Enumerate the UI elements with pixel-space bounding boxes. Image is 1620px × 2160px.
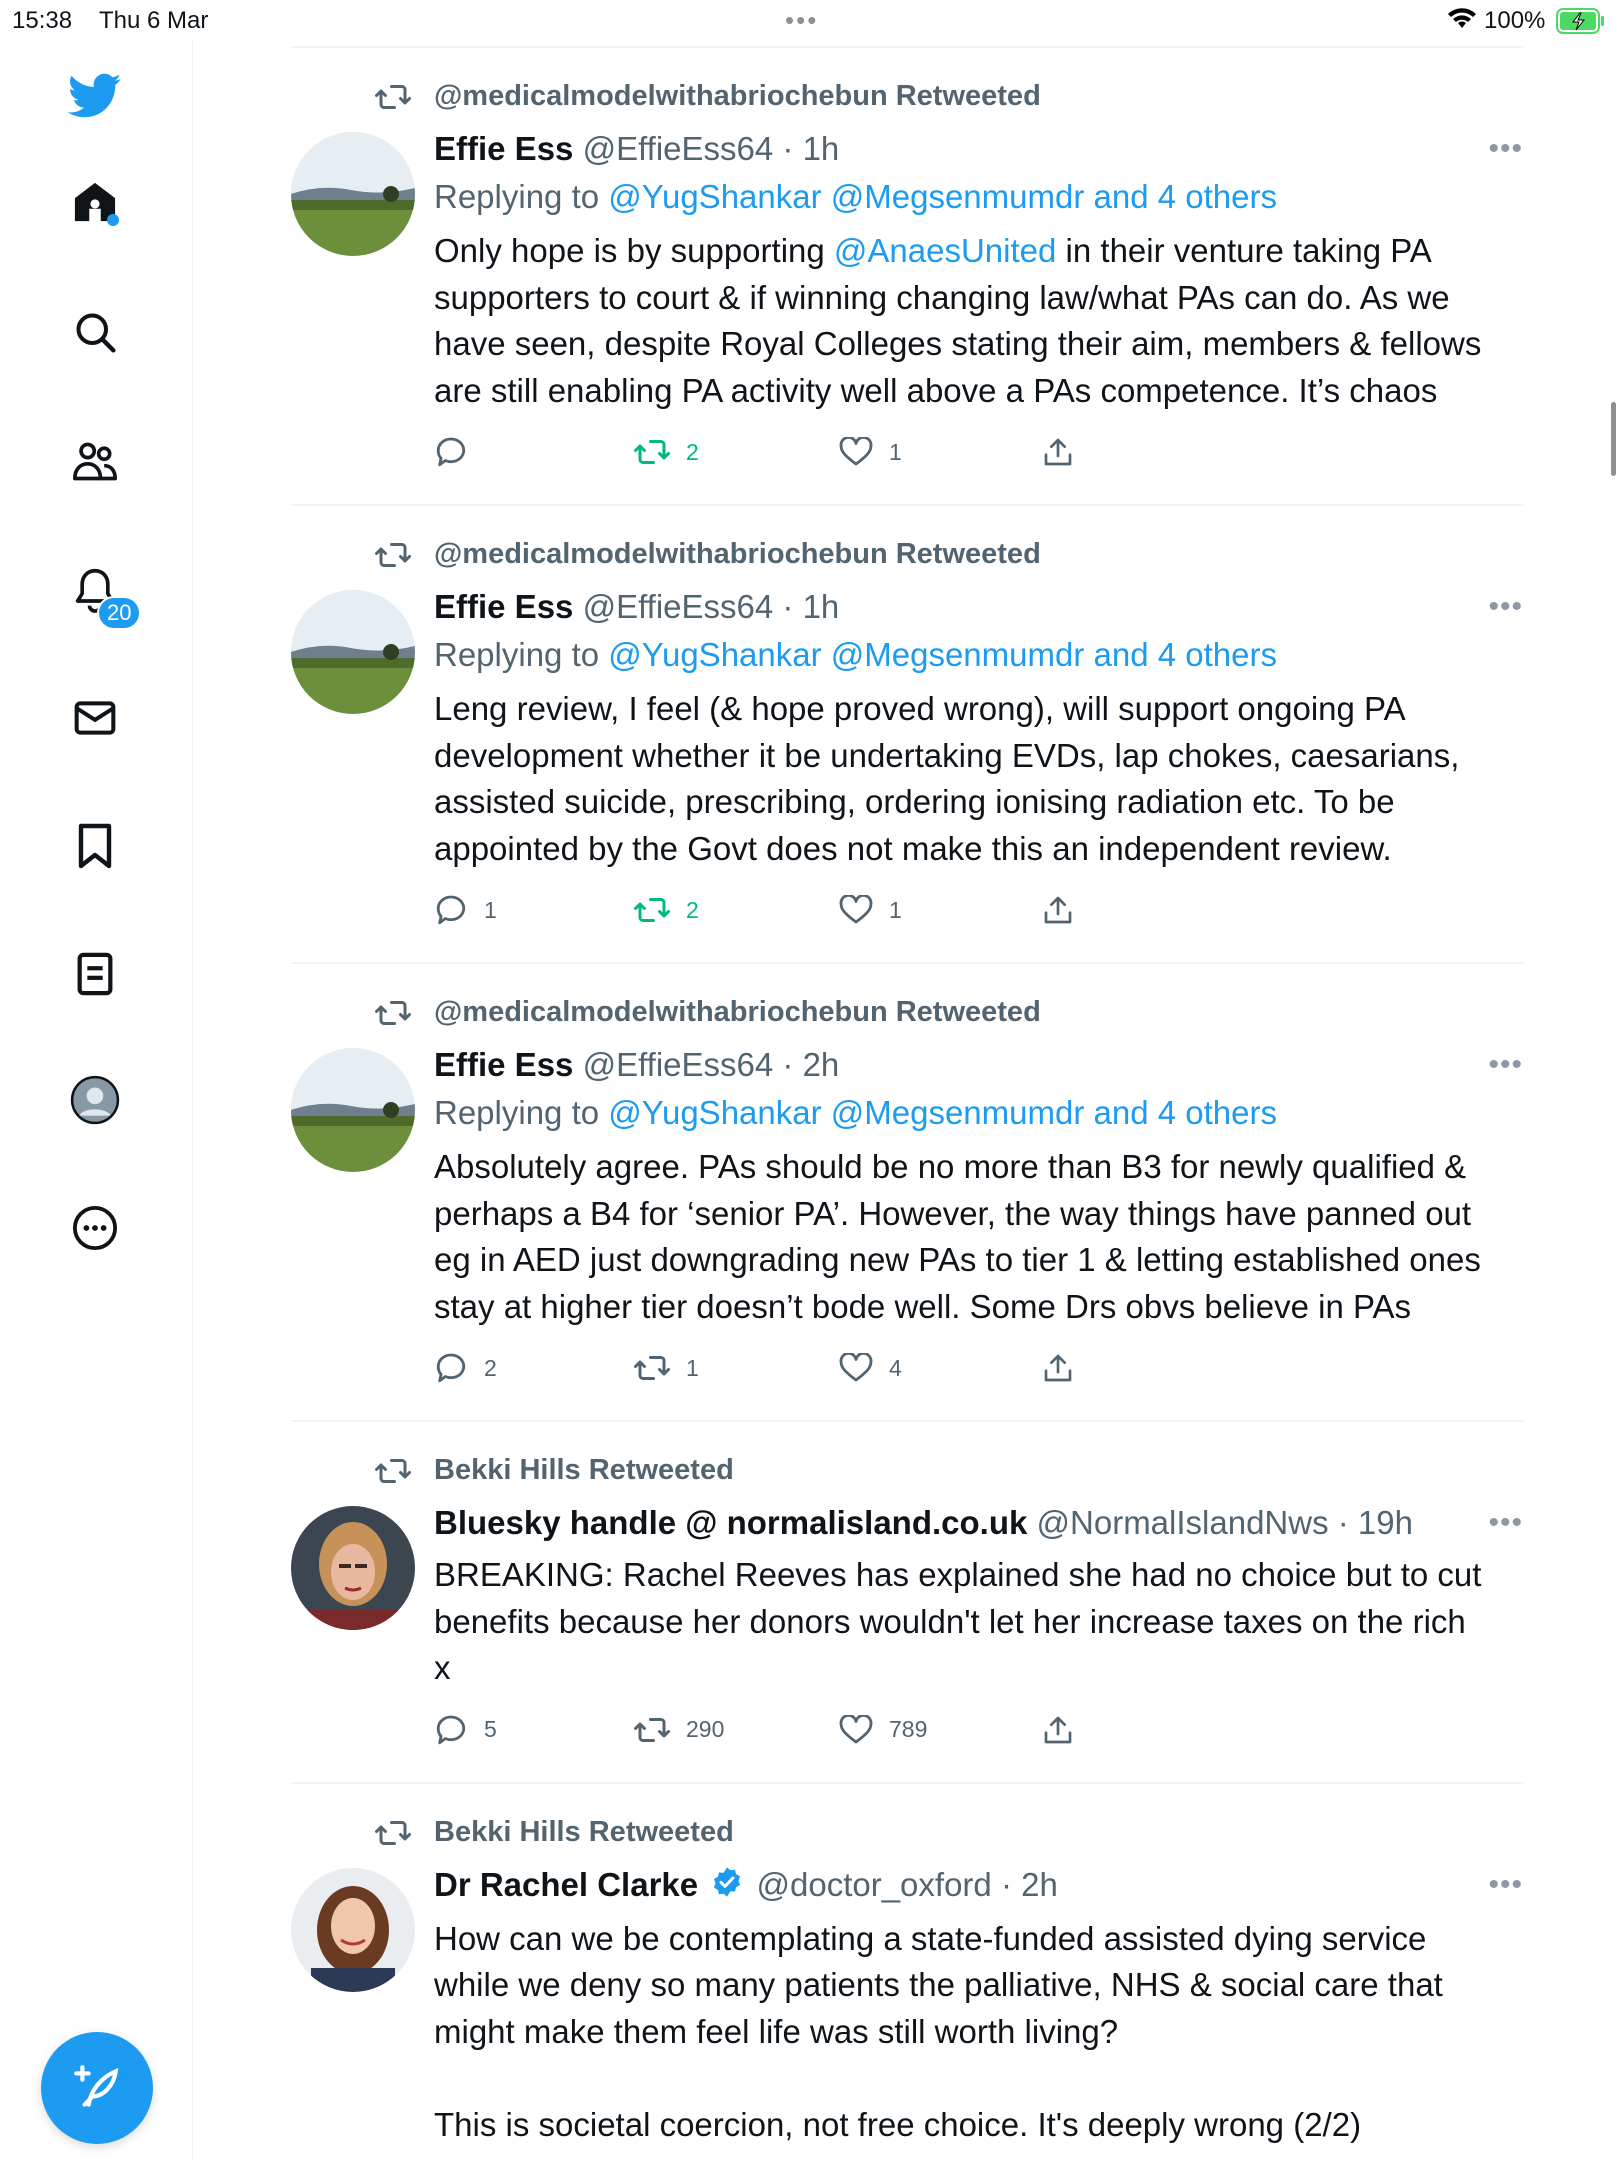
like-count: 4	[889, 1354, 902, 1381]
retweet-icon	[634, 895, 670, 925]
tweet[interactable]	[291, 964, 1523, 1422]
retweet-icon	[634, 1353, 670, 1383]
share-button[interactable]	[1042, 1706, 1074, 1754]
tweet-actions	[434, 1344, 1523, 1392]
twitter-logo-icon[interactable]	[67, 68, 123, 124]
verified-badge-icon	[711, 1864, 743, 1910]
tweet-header	[434, 1862, 1523, 1910]
scroll-indicator[interactable]	[1611, 402, 1616, 476]
reply-button[interactable]	[434, 1706, 497, 1754]
replying-to	[434, 172, 1523, 222]
status-bar	[0, 0, 1620, 40]
replying-to-users-link[interactable]: @YugShankar @Megsenmumdr and 4 others	[608, 636, 1277, 673]
retweet-button[interactable]	[634, 886, 699, 934]
tweet[interactable]	[291, 1422, 1523, 1784]
like-button[interactable]	[839, 886, 902, 934]
replying-to-users-link[interactable]: @YugShankar @Megsenmumdr and 4 others	[608, 1094, 1277, 1131]
more-options-icon[interactable]	[67, 1200, 123, 1256]
heart-icon	[839, 1353, 873, 1383]
tweet-actions	[434, 886, 1523, 934]
more-options-dots-icon[interactable]: •••	[1488, 1506, 1523, 1539]
bookmarks-icon[interactable]	[67, 818, 123, 874]
display-name[interactable]: Effie Ess	[434, 588, 574, 625]
share-button[interactable]	[1042, 886, 1074, 934]
retweet-button[interactable]	[634, 1344, 699, 1392]
replying-to-label: Replying to	[434, 1094, 600, 1131]
like-button[interactable]	[839, 1706, 927, 1754]
more-options-dots-icon[interactable]: •••	[1488, 590, 1523, 623]
tweet-header	[434, 584, 1523, 630]
display-name[interactable]: Bluesky handle @ normalisland.co.uk	[434, 1504, 1028, 1541]
reply-count: 2	[484, 1354, 497, 1381]
tweet-time[interactable]: · 2h	[782, 1046, 840, 1083]
reply-icon	[434, 1352, 468, 1384]
share-icon	[1042, 1714, 1074, 1746]
tweet-header	[434, 126, 1523, 172]
retweeted-by-text[interactable]: @medicalmodelwithabriochebun Retweeted	[434, 80, 1041, 112]
share-icon	[1042, 894, 1074, 926]
timeline-feed	[291, 46, 1523, 2160]
status-time: 15:38	[12, 7, 73, 34]
tweet-actions	[434, 428, 1523, 476]
feather-plus-icon	[72, 2063, 122, 2113]
tweet-header	[434, 1500, 1523, 1546]
like-count: 1	[889, 438, 902, 465]
retweet-indicator	[291, 994, 1523, 1034]
avatar[interactable]	[291, 1506, 415, 1630]
multitasking-dots-icon[interactable]: •••	[785, 5, 819, 35]
retweet-count: 2	[686, 438, 699, 465]
retweet-button[interactable]	[634, 428, 699, 476]
tweet-time[interactable]: · 1h	[782, 588, 840, 625]
more-options-dots-icon[interactable]: •••	[1488, 1048, 1523, 1081]
retweeted-by-text[interactable]: @medicalmodelwithabriochebun Retweeted	[434, 996, 1041, 1028]
user-handle[interactable]: @doctor_oxford	[756, 1865, 992, 1903]
reply-count: 5	[484, 1716, 497, 1742]
like-count: 1	[889, 896, 902, 923]
reply-button[interactable]	[434, 1344, 497, 1392]
retweet-indicator	[291, 1814, 1523, 1854]
like-button[interactable]	[839, 1344, 902, 1392]
wifi-icon	[1447, 6, 1477, 37]
reply-button[interactable]	[434, 428, 484, 476]
replying-to-label: Replying to	[434, 178, 600, 215]
retweet-indicator	[291, 78, 1523, 118]
replying-to-label: Replying to	[434, 636, 600, 673]
display-name[interactable]: Effie Ess	[434, 1046, 574, 1083]
like-count: 789	[889, 1716, 928, 1742]
compose-tweet-button[interactable]	[41, 2032, 153, 2144]
share-icon	[1042, 1352, 1074, 1384]
share-button[interactable]	[1042, 428, 1074, 476]
tweet-text-part: Only hope is by supporting	[434, 232, 834, 269]
display-name[interactable]: Effie Ess	[434, 130, 574, 167]
retweeted-by-text[interactable]: Bekki Hills Retweeted	[434, 1454, 734, 1486]
reply-button[interactable]	[434, 886, 497, 934]
replying-to	[434, 1088, 1523, 1138]
retweet-icon	[375, 1818, 411, 1856]
battery-icon	[1556, 8, 1606, 41]
heart-icon	[839, 1715, 873, 1745]
share-button[interactable]	[1042, 1344, 1074, 1392]
tweet-text: Absolutely agree. PAs should be no more than B3 for newly qualified & perhaps a B4 for ‘senior PA’. However, the way things have panned out eg in AED just downgrading new PAs to tier 1 & letting established ones stay at higher tier doesn’t bode well. Some Drs obvs believe in PAs	[434, 1148, 1481, 1325]
tweet-time[interactable]: · 19h	[1337, 1504, 1413, 1541]
messages-envelope-icon[interactable]	[67, 690, 123, 746]
like-button[interactable]	[839, 428, 902, 476]
more-options-dots-icon[interactable]: •••	[1488, 132, 1523, 165]
retweet-icon	[375, 998, 411, 1036]
reply-icon	[434, 1714, 468, 1746]
retweet-indicator	[291, 1452, 1523, 1492]
tweet-text: How can we be contemplating a state-funded assisted dying service while we deny so many patients the palliative, NHS & social care that might make them feel life was still worth living? This is societal coercion, not free choice. It's deeply wrong (2/2)	[434, 1919, 1443, 2143]
user-handle[interactable]: @EffieEss64	[582, 588, 774, 625]
tweet[interactable]	[291, 506, 1523, 964]
retweet-icon	[634, 1715, 670, 1745]
retweet-icon	[375, 82, 411, 120]
notification-count-badge: 20	[97, 596, 141, 630]
search-icon[interactable]	[67, 304, 123, 360]
reply-icon	[434, 436, 468, 468]
communities-icon[interactable]	[67, 434, 123, 490]
mention-link[interactable]: @AnaesUnited	[833, 232, 1057, 269]
replying-to	[434, 630, 1523, 680]
avatar[interactable]	[291, 1868, 415, 1992]
retweet-button[interactable]	[634, 1706, 724, 1754]
user-handle[interactable]: @NormalIslandNws	[1036, 1504, 1329, 1541]
retweet-count: 1	[686, 1354, 699, 1381]
home-unread-dot	[107, 214, 119, 226]
replying-to-users-link[interactable]: @YugShankar @Megsenmumdr and 4 others	[608, 178, 1277, 215]
user-handle[interactable]: @EffieEss64	[582, 1046, 774, 1083]
tweet-time[interactable]: · 1h	[782, 130, 840, 167]
more-options-dots-icon[interactable]: •••	[1488, 1867, 1523, 1901]
reply-icon	[434, 894, 468, 926]
retweeted-by-text[interactable]: @medicalmodelwithabriochebun Retweeted	[434, 538, 1041, 570]
reply-count: 1	[484, 896, 497, 923]
battery-percentage: 100%	[1484, 7, 1546, 34]
retweet-icon	[375, 540, 411, 578]
status-date: Thu 6 Mar	[99, 7, 209, 34]
avatar[interactable]	[291, 590, 415, 714]
tweet-header	[434, 1042, 1523, 1088]
tweet-text: BREAKING: Rachel Reeves has explained she had no choice but to cut benefits because her donors wouldn't let her increase taxes on the rich x	[434, 1556, 1482, 1686]
tweet-text: Leng review, I feel (& hope proved wrong), will support ongoing PA development whether it be undertaking EVDs, lap chokes, caesarians, assisted suicide, prescribing, ordering ionising radiation etc. To be appointed by the Govt does not make this an independent review.	[434, 690, 1460, 867]
retweet-count: 290	[686, 1716, 725, 1742]
tweet-time[interactable]: · 2h	[1000, 1865, 1058, 1903]
sidebar	[0, 40, 193, 2160]
retweet-icon	[375, 1456, 411, 1494]
tweet-actions	[434, 1706, 1523, 1754]
retweet-count: 2	[686, 896, 699, 923]
tweet-text-part: in their venture taking PA supporters to court & if winning changing law/what PAs can do. As we have seen, despite Royal Colleges stating their aim, members & fellows are still enabling PA activity well above a PAs competence. It’s chaos	[434, 232, 1482, 409]
retweeted-by-text[interactable]: Bekki Hills Retweeted	[434, 1815, 734, 1848]
avatar[interactable]	[291, 132, 415, 256]
tweet[interactable]	[291, 1784, 1523, 2160]
tweet-text	[434, 228, 1523, 414]
heart-icon	[839, 895, 873, 925]
retweet-icon	[634, 437, 670, 467]
retweet-indicator	[291, 536, 1523, 576]
display-name[interactable]: Dr Rachel Clarke	[434, 1865, 699, 1903]
heart-icon	[839, 437, 873, 467]
lists-icon[interactable]	[67, 946, 123, 1002]
user-handle[interactable]: @EffieEss64	[582, 130, 774, 167]
profile-avatar-icon[interactable]	[67, 1072, 123, 1128]
share-icon	[1042, 436, 1074, 468]
avatar[interactable]	[291, 1048, 415, 1172]
tweet[interactable]	[291, 48, 1523, 506]
